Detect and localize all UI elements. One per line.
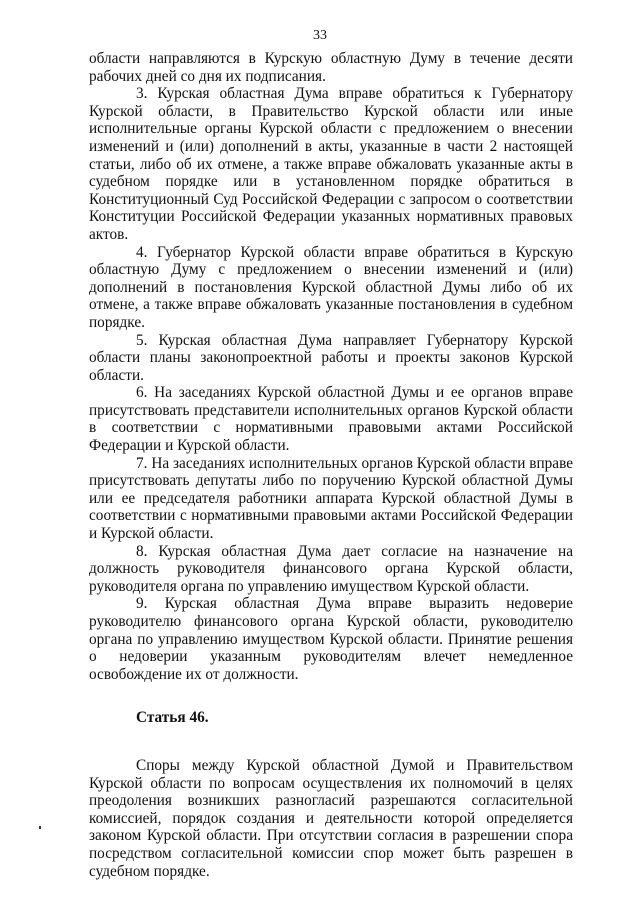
paragraph-8: 8. Курская областная Дума дает согласие на назначение на должность руководителя финансового органа Курской области, руководителя органа по управлению имуществом Курской области. (89, 542, 573, 595)
paragraph-6: 6. На заседаниях Курской областной Думы и ее органов вправе присутствовать представители исполнительных органов Курской области в соответствии с нормативными правовыми актами Российской Федерации и Курской области. (89, 384, 573, 455)
paragraph-4: 4. Губернатор Курской области вправе обратиться в Курскую областную Думу с предложением о внесении изменений и (или) дополнений в постановления Курской областной Думы либо об их отмене, а также вправе обжаловать указанные постановления в судебном порядке. (89, 243, 573, 331)
paragraph-continuation: области направляются в Курскую областную Думу в течение десяти рабочих дней со дня их подписания. (89, 50, 573, 85)
paragraph-3: 3. Курская областная Дума вправе обратиться к Губернатору Курской области, в Правительство Курской области или иные исполнительные органы Курской области с предложением о внесении изменений и (или) дополнений в акты, указанные в части 2 настоящей статьи, либо об их отмене, а также вправе обжаловать указанные акты в судебном порядке или в установленном порядке обратиться в Конституционный Суд Российской Федерации с запросом о соответствии Конституции Российской Федерации указанных нормативных правовых актов. (89, 85, 573, 243)
article-title: Статья 46. (136, 709, 209, 727)
paragraph-5: 5. Курская областная Дума направляет Губернатору Курской области планы законопроектной работы и проекты законов Курской области. (89, 331, 573, 384)
page-number: 33 (313, 28, 327, 43)
document-body (89, 50, 573, 880)
paragraph-7: 7. На заседаниях исполнительных органов Курской области вправе присутствовать депутаты либо по поручению Курской областной Думы или ее председателя работники аппарата Курской областной Думы в соответствии с нормативными правовыми актами Российской Федерации и Курской области. (89, 454, 573, 543)
article-body: Споры между Курской областной Думой и Правительством Курской области по вопросам осуществления их полномочий в целях преодоления возникших разногласий разрешаются согласительной комиссией, порядок создания и деятельности которой определяется законом Курской области. При отсутствии согласия в разрешении спора посредством согласительной комиссии спор может быть разрешен в судебном порядке. (89, 756, 573, 880)
paragraph-9: 9. Курская областная Дума вправе выразить недоверие руководителю финансового органа Курской области, руководителю органа по управлению имуществом Курской области. Принятие решения о недоверии указанным руководителям влечет немедленное освобождение их от должности. (89, 595, 573, 683)
scan-speck (39, 826, 41, 829)
